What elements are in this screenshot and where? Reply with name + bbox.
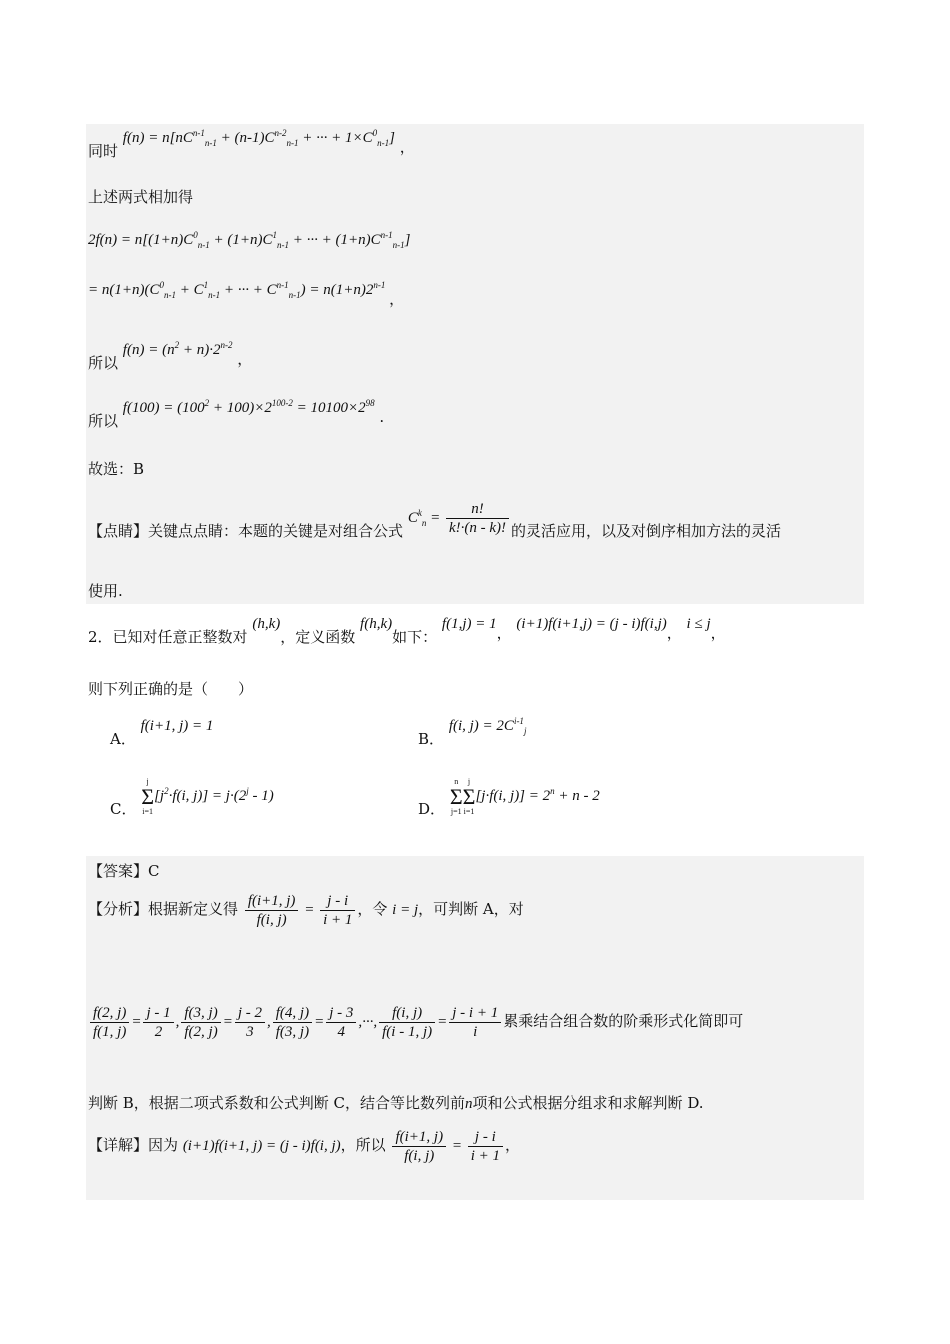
question-line-1	[88, 614, 726, 646]
formula-fhk: f(h,k)	[360, 616, 393, 632]
chain-line	[88, 1004, 743, 1041]
option-d[interactable]	[418, 777, 600, 819]
formula-cond: i ≤ j	[686, 616, 711, 632]
analysis-text: 根据新定义得	[148, 899, 239, 918]
option-c[interactable]	[110, 777, 274, 819]
text-suffix: .	[379, 408, 385, 426]
formula-line-6	[88, 398, 385, 430]
option-label: C．	[110, 800, 137, 819]
comment-label: 【点睛】	[88, 521, 149, 540]
formula-ieqj: i = j	[392, 901, 419, 918]
formula-line-5	[88, 340, 253, 372]
question-text: 如下：	[392, 628, 438, 646]
text-suffix: ，	[237, 350, 253, 368]
text-suffix: ，	[399, 138, 415, 156]
option-b[interactable]	[418, 714, 527, 748]
option-label: D．	[418, 800, 446, 819]
analysis-text: ，令	[357, 899, 388, 918]
chain-tail: 累乘结合组合数的阶乘形式化简即可	[503, 1011, 744, 1030]
choice-line: 故选：B	[88, 460, 145, 478]
question-line-2: 则下列正确的是（ ）	[88, 680, 254, 698]
formula-chain: $\frac{f(2, j)}{f(1, j)}$ = $\frac{j - 1}{2}$ , $\frac{f(3, j)}{f(2, j)}$ = $\frac{j - 2}{3}$ , $\frac{f(4, j)}{f(3, j)}$ = $\frac{j - 3}{4}$ ,···, $\frac{f(i, j)}{f(i - 1, j)}$ = $\frac{j - i + 1}{i}$	[88, 1014, 503, 1030]
option-label: B．	[418, 730, 445, 748]
question-text: ，定义函数	[280, 628, 356, 646]
option-formula: f(i+1, j) = 1	[140, 718, 214, 734]
text-prefix: 同时	[88, 142, 119, 160]
analysis-text: 判断 B，根据二项式系数和公式判断 C，结合等比数列前	[88, 1094, 466, 1112]
text-prefix: 所以	[88, 354, 119, 372]
formula-fn: $f(n) = n[nC^{n-1}_{n-1} + (n-1)C^{n-2}_{n-1}$ + ··· + $1\times C^0_{n-1}$]	[122, 128, 396, 148]
formula-comb: $C^k_n$ = $\frac{n!}{k!\cdot(n - k)!}$	[408, 510, 511, 526]
option-formula: n Σ j=1 j Σ i=1 [j·f(i, $j)] = 2^n + n - 2$	[449, 777, 600, 816]
option-label: A．	[110, 730, 136, 748]
option-formula: j Σ i=1 [$j^2\cdot f(i$, $j)] = j\cdot(2^j - 1)$	[141, 777, 274, 816]
formula-line-1	[88, 128, 415, 160]
detail-text: ，	[505, 1135, 521, 1154]
detail-text: 因为	[148, 1135, 179, 1154]
option-a[interactable]	[110, 714, 214, 748]
analysis-text: ，可判断 A，对	[418, 899, 524, 918]
formula-fn: $f(100) = (100^2 + 100)\times 2^{100-2} = 10100\times 2^{98}$	[122, 398, 375, 416]
comment-line	[88, 500, 782, 540]
formula-line-3: $2f(n) = n[(1+n)C^0_{n-1} + (1+n)C^1_{n-1}$ + ··· + $(1+n)C^{n-1}_{n-1}$]	[88, 230, 411, 250]
formula-recurrence: (i+1)f(i+1,j) = (j - i)f(i,j)	[516, 616, 667, 632]
comment-end: 使用.	[88, 582, 123, 600]
option-formula: f(i, $j) = 2C^{i-1}_j$	[448, 716, 527, 736]
question-number: 2．已知对任意正整数对	[88, 628, 248, 646]
detail-text: ，所以	[340, 1135, 386, 1154]
comment-text: 关键点点睛：本题的关键是对组合公式	[148, 521, 404, 540]
detail-line	[88, 1128, 520, 1165]
answer-label: 【答案】	[88, 862, 149, 880]
formula-ratio: $\frac{f(i+1, j)}{f(i, j)}$ = $\frac{j - i}{i + 1}$	[390, 1138, 505, 1154]
formula-line-4: = $n(1+n)(C^0_{n-1} + C^1_{n-1}$ + ··· + $C^{n-1}_{n-1}) = n(1+n)2^{n-1}$ ，	[88, 280, 405, 308]
formula-pair: (h,k)	[252, 616, 281, 632]
analysis-label: 【分析】	[88, 899, 149, 918]
analysis-line-b	[88, 1094, 704, 1113]
formula-f1j: f(1,j) = 1	[441, 616, 497, 632]
text-line-2: 上述两式相加得	[88, 188, 194, 206]
answer-line	[88, 862, 160, 880]
comment-tail: 的灵活应用，以及对倒序相加方法的灵活	[511, 521, 782, 540]
separator: ，	[666, 624, 682, 642]
formula-recurrence: (i+1)f(i+1, j) = (j - i)f(i, j)	[182, 1137, 341, 1154]
analysis-line	[88, 892, 524, 929]
separator: ，	[710, 624, 726, 642]
separator: ，	[496, 624, 512, 642]
answer-value: C	[148, 862, 160, 880]
text-prefix: 所以	[88, 412, 119, 430]
formula-fn: $f(n) = (n^2 + n)\cdot 2^{n-2}$	[122, 340, 233, 358]
formula-ratio: $\frac{f(i+1, j)}{f(i, j)}$ = $\frac{j - i}{i + 1}$	[243, 902, 358, 918]
analysis-text: 项和公式根据分组求和求解判断 D.	[472, 1094, 704, 1112]
detail-label: 【详解】	[88, 1135, 149, 1154]
variable-n: n	[465, 1096, 473, 1112]
